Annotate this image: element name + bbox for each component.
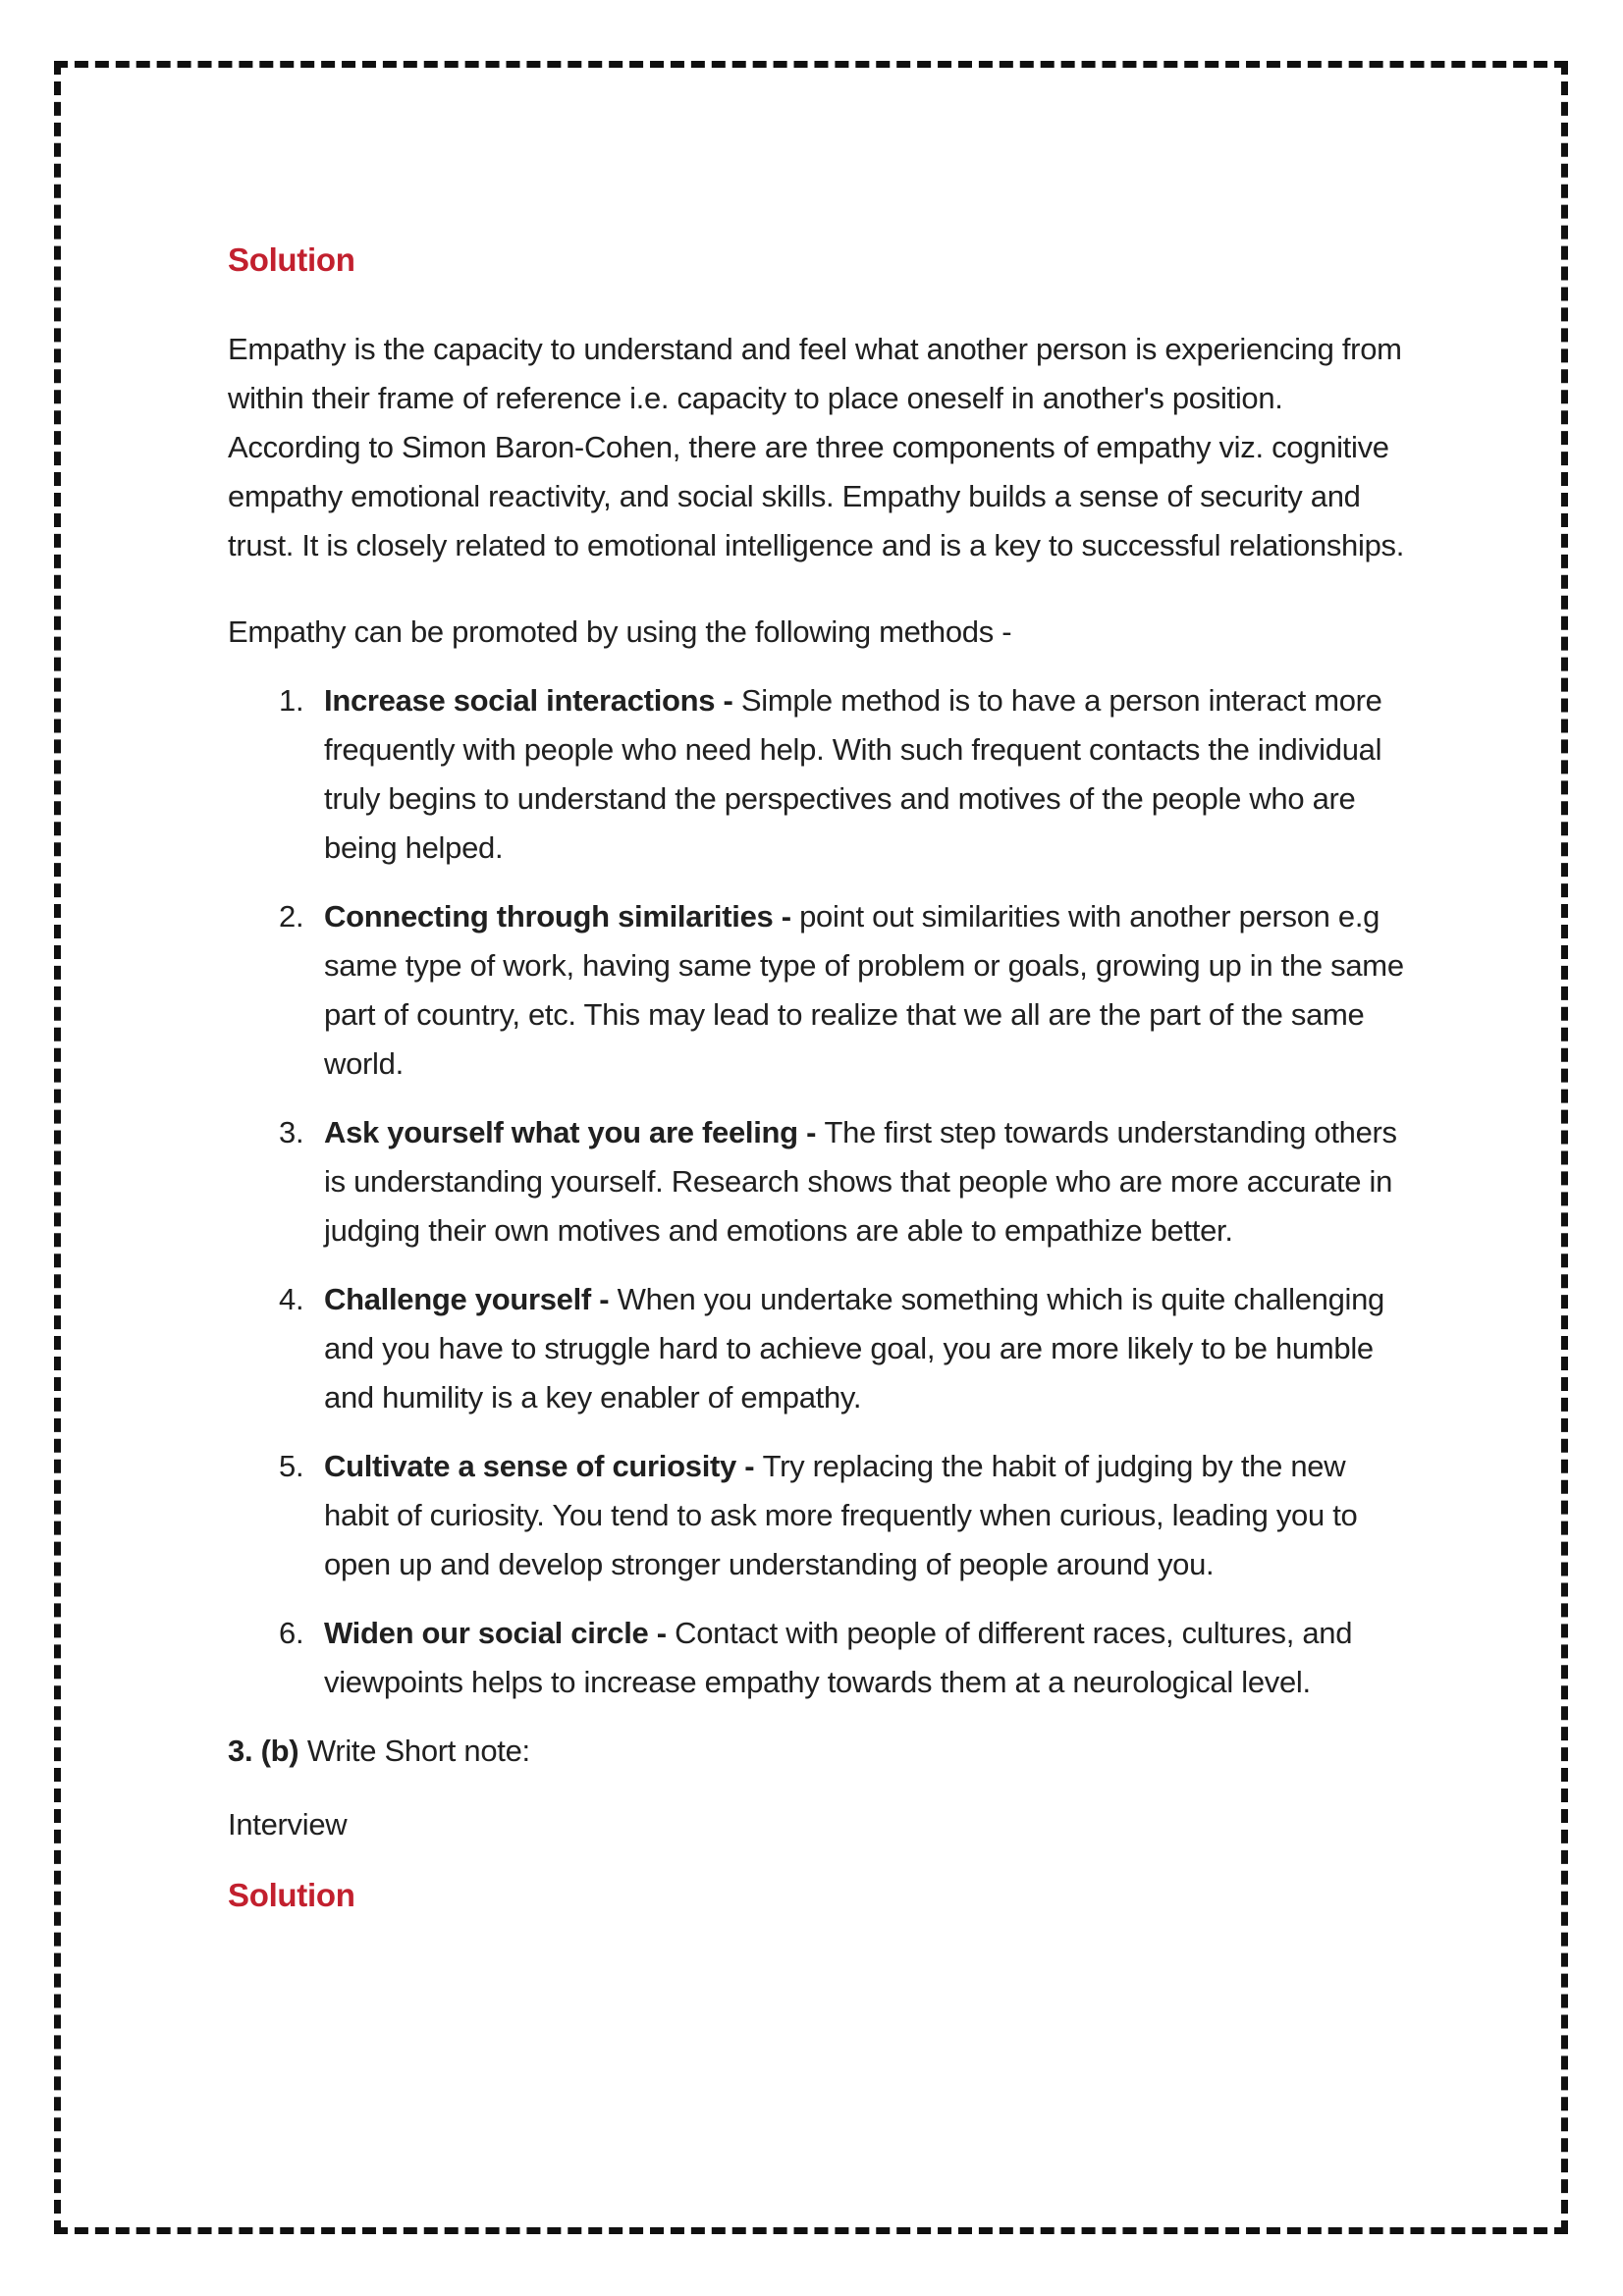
question-text: Write Short note: xyxy=(306,1734,530,1768)
list-item-lead: Increase social interactions - xyxy=(324,683,741,718)
empathy-intro-paragraph: Empathy is the capacity to understand and feel what another person is experiencing from within their frame of reference i.e. capacity to place oneself in another's position. According to Simon Baron-Cohen, there are three components of empathy viz. cognitive empathy emotional reactivity, and social skills. Empathy builds a sense of security and trust. It is closely related to emotional intelligence and is a key to successful relationships. xyxy=(228,332,1405,562)
list-item-lead: Widen our social circle - xyxy=(324,1616,676,1650)
list-item xyxy=(279,1442,1418,1589)
list-item-number: 2. xyxy=(279,899,304,934)
list-item-number: 5. xyxy=(279,1449,304,1483)
list-item xyxy=(279,1275,1418,1422)
list-item xyxy=(279,676,1418,873)
list-item-number: 1. xyxy=(279,683,304,718)
list-item xyxy=(279,892,1418,1089)
list-item-number: 6. xyxy=(279,1616,304,1650)
methods-list xyxy=(228,676,1418,1707)
question-3b-line xyxy=(228,1727,1418,1776)
question-number: 3. (b) xyxy=(228,1734,299,1768)
solution-heading-2: Solution xyxy=(228,1877,355,1913)
list-item-text: When you undertake something which is quite challenging and you have to struggle hard to achieve goal, you are more likely to be humble and humility is a key enabler of empathy. xyxy=(324,1282,1384,1415)
list-item-lead: Challenge yourself - xyxy=(324,1282,618,1316)
subtopic-interview: Interview xyxy=(228,1807,348,1842)
list-item-number: 3. xyxy=(279,1115,304,1149)
document-content xyxy=(228,239,1418,1917)
list-item-lead: Cultivate a sense of curiosity - xyxy=(324,1449,763,1483)
list-item-number: 4. xyxy=(279,1282,304,1316)
list-item-text: point out similarities with another person e.g same type of work, having same type of problem or goals, growing up in the same part of country, etc. This may lead to realize that we all are the part of the same world. xyxy=(324,899,1404,1081)
list-item xyxy=(279,1609,1418,1707)
list-item-lead: Ask yourself what you are feeling - xyxy=(324,1115,825,1149)
methods-list-intro: Empathy can be promoted by using the following methods - xyxy=(228,614,1012,649)
list-item xyxy=(279,1108,1418,1255)
list-item-lead: Connecting through similarities - xyxy=(324,899,800,934)
list-item-text: Try replacing the habit of judging by the new habit of curiosity. You tend to ask more frequently when curious, leading you to open up and develop stronger understanding of people around you. xyxy=(324,1449,1358,1581)
list-item-text: Contact with people of different races, cultures, and viewpoints helps to increase empathy towards them at a neurological level. xyxy=(324,1616,1353,1699)
list-item-text: The first step towards understanding others is understanding yourself. Research shows that people who are more accurate in judging their own motives and emotions are able to empathize better. xyxy=(324,1115,1397,1248)
list-item-text: Simple method is to have a person interact more frequently with people who need help. With such frequent contacts the individual truly begins to understand the perspectives and motives of the people who are being helped. xyxy=(324,683,1382,865)
solution-heading: Solution xyxy=(228,241,355,278)
